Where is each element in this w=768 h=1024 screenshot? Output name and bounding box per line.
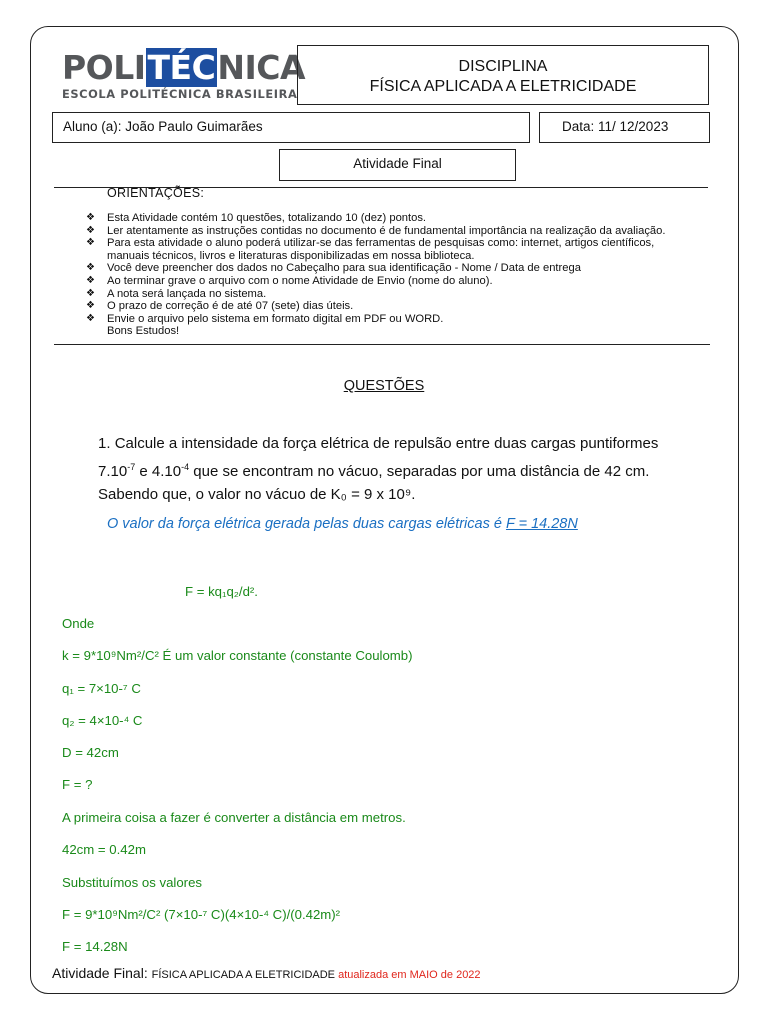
solution-formula: F = kq₁q₂/d². — [185, 584, 258, 599]
page-footer: Atividade Final: FÍSICA APLICADA A ELETRICIDADE atualizada em MAIO de 2022 — [52, 965, 481, 981]
list-item: ❖ Ao terminar grave o arquivo com o nome Atividade de Envio (nome do aluno). — [86, 274, 493, 287]
question-1 — [98, 432, 708, 507]
orientations-list — [86, 212, 716, 338]
diamond-bullet-icon: ❖ — [86, 287, 95, 299]
logo-wordmark: POLITÉCNICA — [62, 48, 305, 87]
diamond-bullet-icon: ❖ — [86, 274, 95, 286]
solution-onde: Onde — [62, 616, 95, 631]
activity-title: Atividade Final — [279, 149, 516, 181]
politecnica-logo — [62, 48, 305, 104]
solution-conv: 42cm = 0.42m — [62, 842, 146, 857]
section-title: QUESTÕES — [343, 378, 425, 394]
list-item: ❖ Esta Atividade contém 10 questões, totalizando 10 (dez) pontos. — [86, 212, 427, 224]
solution-d: D = 42cm — [62, 745, 119, 760]
solution-result: F = 14.28N — [62, 939, 128, 954]
orientations-title: ORIENTAÇÕES: — [107, 186, 205, 200]
divider-bottom — [54, 344, 710, 345]
diamond-bullet-icon: ❖ — [86, 300, 95, 312]
diamond-bullet-icon: ❖ — [86, 237, 95, 249]
list-item-continuation: manuais técnicos, livros e literaturas disponibilizadas em nossa biblioteca. — [107, 249, 475, 262]
solution-k: k = 9*10⁹Nm²/C² É um valor constante (constante Coulomb) — [62, 648, 413, 663]
list-item: ❖ Para esta atividade o aluno poderá utilizar-se das ferramentas de pesquisas como: internet, artigos científicos, — [86, 237, 655, 250]
list-item: ❖ Você deve preencher dos dados no Cabeçalho para sua identificação - Nome / Data de entrega — [86, 262, 581, 275]
discipline-name: FÍSICA APLICADA A ELETRICIDADE — [369, 78, 637, 95]
discipline-header — [297, 45, 709, 105]
date-field: Data: 11/ 12/2023 — [539, 112, 710, 143]
student-field: Aluno (a): João Paulo Guimarães — [52, 112, 530, 143]
solution-q1: q₁ = 7×10-⁷ C — [62, 681, 141, 696]
question-1-line1: 1. Calcule a intensidade da força elétrica de repulsão entre duas cargas puntiformes — [98, 435, 659, 452]
solution-step1: A primeira coisa a fazer é converter a distância em metros. — [62, 810, 406, 825]
list-item: ❖ A nota será lançada no sistema. — [86, 287, 267, 300]
diamond-bullet-icon: ❖ — [86, 312, 95, 324]
solution-q2: q₂ = 4×10-⁴ C — [62, 713, 143, 728]
diamond-bullet-icon: ❖ — [86, 212, 95, 223]
solution-step2: Substituímos os valores — [62, 875, 202, 890]
logo-subtitle: ESCOLA POLITÉCNICA BRASILEIRA — [62, 87, 298, 101]
list-item: ❖ O prazo de correção é de até 07 (sete) dias úteis. — [86, 300, 354, 313]
solution-subst: F = 9*10⁹Nm²/C² (7×10-⁷ C)(4×10-⁴ C)/(0.42m)² — [62, 907, 341, 922]
solution-f: F = ? — [62, 777, 93, 792]
discipline-label: DISCIPLINA — [458, 58, 548, 75]
list-item: ❖ Envie o arquivo pelo sistema em formato digital em PDF ou WORD. — [86, 312, 444, 325]
list-item: ❖ Ler atentamente as instruções contidas no documento é de fundamental importância na realização da avaliação. — [86, 224, 666, 237]
question-1-line2: $7.10^{-7}$ e $4.10^{-4}$ que se encontram no vácuo, separadas por uma distância de 42 cm. — [98, 461, 650, 480]
closing-text: Bons Estudos! — [107, 325, 180, 338]
diamond-bullet-icon: ❖ — [86, 262, 95, 274]
answer-statement: O valor da força elétrica gerada pelas duas cargas elétricas é F = 14.28N — [107, 516, 578, 532]
question-1-line3: Sabendo que, o valor no vácuo de K₀ = 9 x 10⁹. — [98, 486, 416, 503]
diamond-bullet-icon: ❖ — [86, 224, 95, 236]
